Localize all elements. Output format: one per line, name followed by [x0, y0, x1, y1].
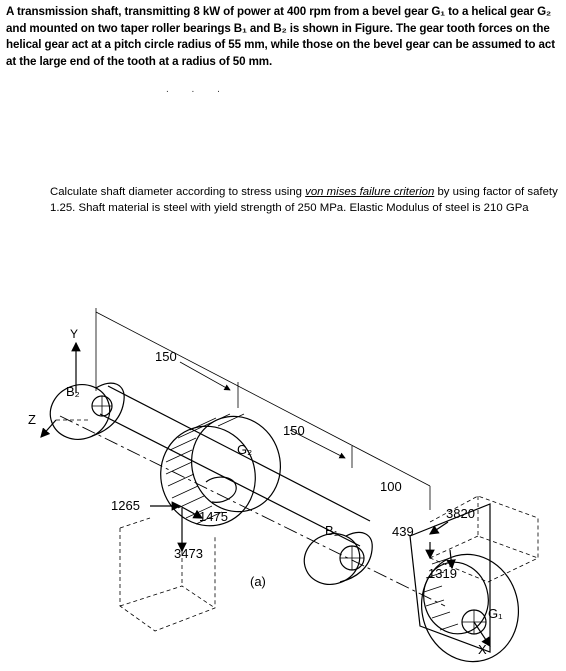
label-g1: G₁: [488, 606, 503, 621]
decorative-dots: . . .: [166, 84, 230, 95]
task-text-before: Calculate shaft diameter according to stress using: [50, 186, 306, 198]
bearing-b2-front: [43, 376, 118, 447]
problem-statement: A transmission shaft, transmitting 8 kW of power at 400 rpm from a bevel gear G₁ to a helical gear G₂ and mounted on two taper roller bearings B₁ and B₂ is shown in Figure. The gear tooth forces on the helical gear act at a pitch circle radius of 55 mm, while those on the bevel gear can be assumed to act at the large end of the tooth at a radius of 50 mm.: [6, 5, 555, 68]
axis-y-label: Y: [70, 327, 79, 341]
label-b2: B₂: [66, 384, 80, 399]
force-439-label: 439: [392, 524, 414, 539]
bearing-b1-side: [340, 532, 372, 582]
gear-g1-face: [410, 543, 531, 671]
shaft-bottom-edge: [100, 414, 360, 546]
dimension-100: 100: [380, 479, 402, 494]
bearing-b2-side: [92, 383, 124, 436]
force-1475-label: 1475: [199, 509, 228, 524]
task-statement: [50, 184, 562, 216]
force-1319-label: 1319: [428, 566, 457, 581]
shaft-diagram: [0, 296, 566, 671]
dimension-150-second: 150: [283, 423, 305, 438]
force-3473-label: 3473: [174, 546, 203, 561]
dimension-line-top: [96, 312, 430, 486]
label-g2: G₂: [237, 442, 253, 457]
force-1265-label: 1265: [111, 498, 140, 513]
criterion-link: von mises failure criterion: [305, 186, 435, 198]
gear-g2-teeth: [166, 414, 244, 524]
force-3820-label: 3820: [446, 506, 475, 521]
gear-g2-back: [179, 405, 292, 523]
axis-z-label: Z: [28, 412, 36, 427]
axis-x-label: X: [478, 642, 487, 657]
label-b1: B₁: [325, 523, 339, 538]
figure-caption: (a): [250, 574, 266, 589]
dim-arrow-150a: [180, 362, 230, 390]
task-text-after: by using factor of safety 1.25. Shaft material is steel with yield strength of 250 MPa. Elastic Modulus of steel is 210 GPa: [50, 186, 558, 214]
force-box-g2: [120, 518, 215, 631]
dimension-150-first: 150: [155, 349, 177, 364]
z-axis: [41, 420, 56, 437]
